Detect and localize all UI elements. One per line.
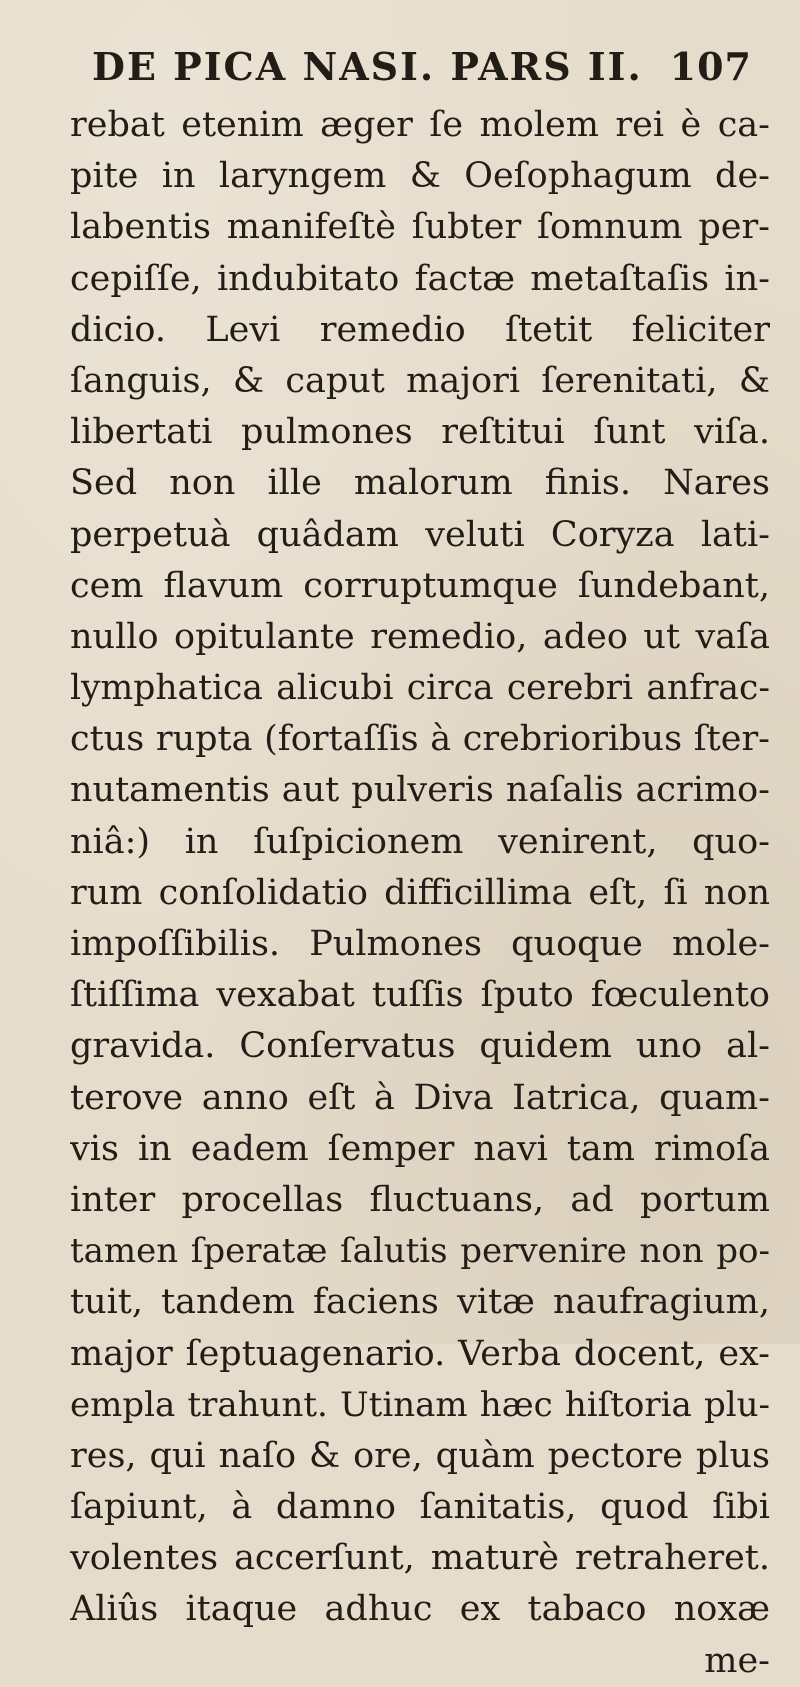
text-line: volentes accerſunt, maturè retraheret. bbox=[70, 1538, 770, 1579]
text-line: ſanguis, & caput majori ſerenitati, & bbox=[70, 360, 770, 401]
text-line: lymphatica alicubi circa cerebri anfrac- bbox=[70, 668, 770, 709]
text-line: major ſeptuagenario. Verba docent, ex- bbox=[70, 1333, 770, 1374]
text-line: inter procellas fluctuans, ad portum bbox=[70, 1179, 770, 1220]
text-line: gravida. Conſervatus quidem uno al- bbox=[70, 1026, 770, 1067]
page-number: 107 bbox=[669, 43, 752, 89]
body-text bbox=[70, 100, 770, 1687]
text-line: rebat etenim æger ſe molem rei è ca- bbox=[70, 105, 770, 145]
text-line: nutamentis aut pulveris naſalis acrimo- bbox=[70, 770, 770, 811]
text-line: pite in laryngem & Oeſophagum de- bbox=[70, 156, 770, 197]
text-line: ctus rupta (fortaſſis à crebrioribus ſter- bbox=[70, 719, 770, 760]
text-line: cem flavum corruptumque ſundebant, bbox=[70, 565, 770, 606]
text-line: nullo opitulante remedio, adeo ut vaſa bbox=[70, 616, 770, 657]
text-line: labentis manifeſtè ſubter ſomnum per- bbox=[70, 207, 770, 248]
text-line: ſapiunt, à damno ſanitatis, quod ſibi bbox=[70, 1487, 770, 1528]
text-line: impoſſibilis. Pulmones quoque mole- bbox=[70, 924, 770, 964]
text-line: res, qui naſo & ore, quàm pectore plus bbox=[70, 1435, 770, 1476]
text-line: Sed non ille malorum finis. Nares bbox=[70, 463, 770, 504]
running-title: DE PICA NASI. PARS II. bbox=[92, 43, 643, 89]
text-line: niâ:) in ſuſpicionem venirent, quo- bbox=[70, 821, 770, 862]
page-header bbox=[92, 40, 752, 92]
text-line: cepiſſe, indubitato factæ metaſtaſis in- bbox=[70, 258, 770, 299]
text-line: tamen ſperatæ ſalutis pervenire non po- bbox=[70, 1231, 770, 1272]
text-line: empla trahunt. Utinam hæc hiſtoria plu- bbox=[70, 1384, 770, 1425]
text-line: perpetuà quâdam veluti Coryza lati- bbox=[70, 514, 770, 555]
text-line: ſtiſſima vexabat tuſſis ſputo fœculento bbox=[70, 975, 770, 1016]
text-line: tuit, tandem faciens vitæ naufragium, bbox=[70, 1282, 770, 1323]
text-line: libertati pulmones reſtitui ſunt viſa. bbox=[70, 412, 770, 453]
text-line: vis in eadem ſemper navi tam rimoſa bbox=[70, 1128, 770, 1169]
text-line: Aliûs itaque adhuc ex tabaco noxæ bbox=[70, 1589, 770, 1630]
text-line: terove anno eſt à Diva Iatrica, quam- bbox=[70, 1077, 770, 1118]
text-line: me- bbox=[704, 1640, 770, 1681]
text-line: rum conſolidatio difficillima eſt, ſi non bbox=[70, 872, 770, 913]
text-line: dicio. Levi remedio ſtetit feliciter bbox=[70, 309, 770, 350]
